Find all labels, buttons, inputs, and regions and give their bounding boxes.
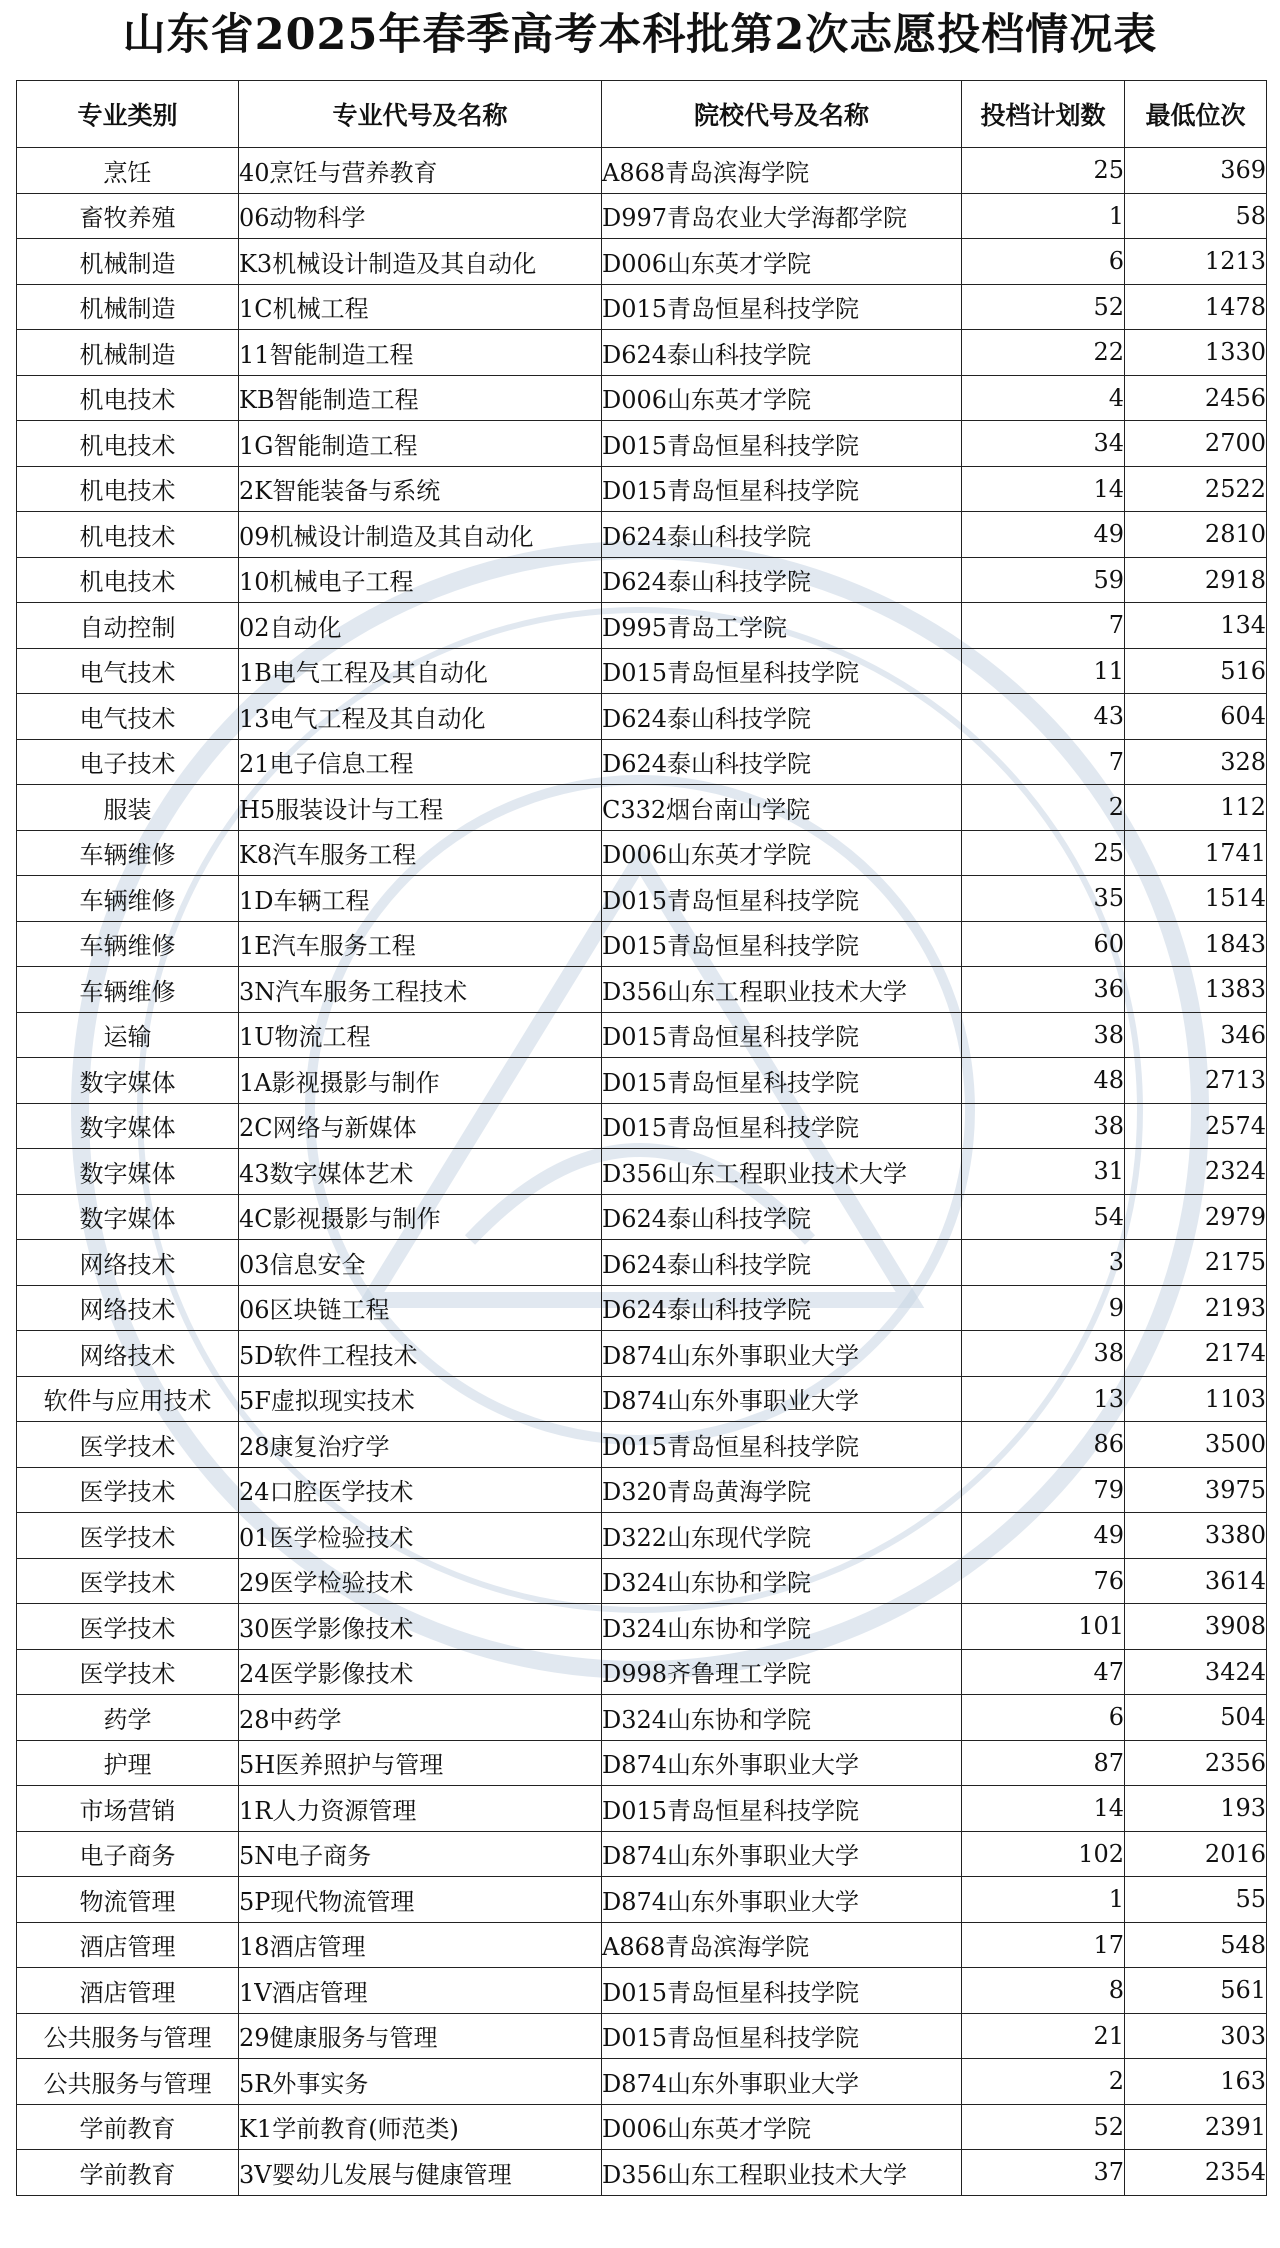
major-cell: 1U物流工程	[239, 1012, 602, 1058]
category-cell: 酒店管理	[17, 1922, 239, 1968]
min-rank-cell: 516	[1125, 648, 1267, 694]
major-cell: 3V婴幼儿发展与健康管理	[239, 2150, 602, 2196]
category-cell: 数字媒体	[17, 1194, 239, 1240]
plan-count-cell: 31	[962, 1149, 1125, 1195]
plan-count-cell: 22	[962, 330, 1125, 376]
category-cell: 机电技术	[17, 557, 239, 603]
major-cell: 10机械电子工程	[239, 557, 602, 603]
table-row	[17, 1422, 1267, 1468]
plan-count-cell: 54	[962, 1194, 1125, 1240]
table-row	[17, 375, 1267, 421]
plan-count-cell: 52	[962, 284, 1125, 330]
major-cell: 02自动化	[239, 603, 602, 649]
header-min-rank: 最低位次	[1125, 81, 1267, 148]
category-cell: 畜牧养殖	[17, 193, 239, 239]
table-row	[17, 1376, 1267, 1422]
major-cell: 1R人力资源管理	[239, 1786, 602, 1832]
min-rank-cell: 163	[1125, 2059, 1267, 2105]
category-cell: 机械制造	[17, 239, 239, 285]
major-cell: 06区块链工程	[239, 1285, 602, 1331]
category-cell: 医学技术	[17, 1604, 239, 1650]
plan-count-cell: 47	[962, 1649, 1125, 1695]
header-major: 专业代号及名称	[239, 81, 602, 148]
min-rank-cell: 2193	[1125, 1285, 1267, 1331]
table-row	[17, 967, 1267, 1013]
plan-count-cell: 34	[962, 421, 1125, 467]
min-rank-cell: 369	[1125, 148, 1267, 194]
major-cell: 40烹饪与营养教育	[239, 148, 602, 194]
plan-count-cell: 11	[962, 648, 1125, 694]
school-cell: D015青岛恒星科技学院	[602, 876, 962, 922]
school-cell: D997青岛农业大学海都学院	[602, 193, 962, 239]
school-cell: D624泰山科技学院	[602, 694, 962, 740]
plan-count-cell: 6	[962, 1695, 1125, 1741]
category-cell: 车辆维修	[17, 830, 239, 876]
school-cell: D324山东协和学院	[602, 1604, 962, 1650]
category-cell: 公共服务与管理	[17, 2059, 239, 2105]
major-cell: 11智能制造工程	[239, 330, 602, 376]
plan-count-cell: 17	[962, 1922, 1125, 1968]
table-row	[17, 1012, 1267, 1058]
major-cell: 01医学检验技术	[239, 1513, 602, 1559]
category-cell: 数字媒体	[17, 1103, 239, 1149]
min-rank-cell: 3975	[1125, 1467, 1267, 1513]
plan-count-cell: 1	[962, 193, 1125, 239]
min-rank-cell: 2979	[1125, 1194, 1267, 1240]
category-cell: 机械制造	[17, 330, 239, 376]
major-cell: 5H医养照护与管理	[239, 1740, 602, 1786]
page-title: 山东省2025年春季高考本科批第2次志愿投档情况表	[122, 10, 1158, 60]
major-cell: 1E汽车服务工程	[239, 921, 602, 967]
min-rank-cell: 2918	[1125, 557, 1267, 603]
min-rank-cell: 3424	[1125, 1649, 1267, 1695]
plan-count-cell: 59	[962, 557, 1125, 603]
major-cell: 1D车辆工程	[239, 876, 602, 922]
school-cell: D015青岛恒星科技学院	[602, 1422, 962, 1468]
table-body	[17, 148, 1267, 2196]
category-cell: 酒店管理	[17, 1968, 239, 2014]
major-cell: 28康复治疗学	[239, 1422, 602, 1468]
min-rank-cell: 504	[1125, 1695, 1267, 1741]
category-cell: 机电技术	[17, 421, 239, 467]
school-cell: D356山东工程职业技术大学	[602, 1149, 962, 1195]
table-row	[17, 1467, 1267, 1513]
plan-count-cell: 38	[962, 1103, 1125, 1149]
school-cell: D322山东现代学院	[602, 1513, 962, 1559]
min-rank-cell: 561	[1125, 1968, 1267, 2014]
table-row	[17, 421, 1267, 467]
category-cell: 医学技术	[17, 1649, 239, 1695]
plan-count-cell: 76	[962, 1558, 1125, 1604]
category-cell: 药学	[17, 1695, 239, 1741]
table-row	[17, 1194, 1267, 1240]
school-cell: D015青岛恒星科技学院	[602, 1012, 962, 1058]
school-cell: D006山东英才学院	[602, 2104, 962, 2150]
table-row	[17, 2150, 1267, 2196]
table-row	[17, 1740, 1267, 1786]
table-row	[17, 1558, 1267, 1604]
category-cell: 烹饪	[17, 148, 239, 194]
min-rank-cell: 548	[1125, 1922, 1267, 1968]
table-row	[17, 2013, 1267, 2059]
category-cell: 电气技术	[17, 648, 239, 694]
category-cell: 数字媒体	[17, 1149, 239, 1195]
min-rank-cell: 2522	[1125, 466, 1267, 512]
min-rank-cell: 604	[1125, 694, 1267, 740]
category-cell: 车辆维修	[17, 967, 239, 1013]
plan-count-cell: 7	[962, 603, 1125, 649]
table-row	[17, 2104, 1267, 2150]
major-cell: 24医学影像技术	[239, 1649, 602, 1695]
min-rank-cell: 2574	[1125, 1103, 1267, 1149]
plan-count-cell: 101	[962, 1604, 1125, 1650]
school-cell: D006山东英才学院	[602, 239, 962, 285]
min-rank-cell: 1478	[1125, 284, 1267, 330]
header-school: 院校代号及名称	[602, 81, 962, 148]
plan-count-cell: 49	[962, 512, 1125, 558]
major-cell: 1A影视摄影与制作	[239, 1058, 602, 1104]
plan-count-cell: 79	[962, 1467, 1125, 1513]
major-cell: 29医学检验技术	[239, 1558, 602, 1604]
plan-count-cell: 9	[962, 1285, 1125, 1331]
major-cell: 5D软件工程技术	[239, 1331, 602, 1377]
major-cell: 30医学影像技术	[239, 1604, 602, 1650]
table-row	[17, 1058, 1267, 1104]
table-row	[17, 739, 1267, 785]
category-cell: 网络技术	[17, 1331, 239, 1377]
major-cell: K8汽车服务工程	[239, 830, 602, 876]
plan-count-cell: 52	[962, 2104, 1125, 2150]
table-row	[17, 603, 1267, 649]
min-rank-cell: 2324	[1125, 1149, 1267, 1195]
school-cell: D006山东英才学院	[602, 375, 962, 421]
table-row	[17, 694, 1267, 740]
school-cell: D324山东协和学院	[602, 1558, 962, 1604]
table-row	[17, 876, 1267, 922]
school-cell: D998齐鲁理工学院	[602, 1649, 962, 1695]
header-plan-count: 投档计划数	[962, 81, 1125, 148]
school-cell: D015青岛恒星科技学院	[602, 421, 962, 467]
min-rank-cell: 2175	[1125, 1240, 1267, 1286]
school-cell: D015青岛恒星科技学院	[602, 284, 962, 330]
school-cell: D995青岛工学院	[602, 603, 962, 649]
category-cell: 机电技术	[17, 512, 239, 558]
school-cell: D006山东英才学院	[602, 830, 962, 876]
major-cell: 43数字媒体艺术	[239, 1149, 602, 1195]
header-category: 专业类别	[17, 81, 239, 148]
min-rank-cell: 1514	[1125, 876, 1267, 922]
plan-count-cell: 14	[962, 466, 1125, 512]
plan-count-cell: 3	[962, 1240, 1125, 1286]
major-cell: 4C影视摄影与制作	[239, 1194, 602, 1240]
min-rank-cell: 58	[1125, 193, 1267, 239]
plan-count-cell: 102	[962, 1831, 1125, 1877]
table-row	[17, 1103, 1267, 1149]
min-rank-cell: 55	[1125, 1877, 1267, 1923]
school-cell: A868青岛滨海学院	[602, 148, 962, 194]
category-cell: 网络技术	[17, 1285, 239, 1331]
school-cell: D356山东工程职业技术大学	[602, 2150, 962, 2196]
major-cell: 24口腔医学技术	[239, 1467, 602, 1513]
major-cell: 5N电子商务	[239, 1831, 602, 1877]
table-row	[17, 239, 1267, 285]
min-rank-cell: 1330	[1125, 330, 1267, 376]
category-cell: 自动控制	[17, 603, 239, 649]
plan-count-cell: 86	[962, 1422, 1125, 1468]
min-rank-cell: 112	[1125, 785, 1267, 831]
category-cell: 学前教育	[17, 2150, 239, 2196]
min-rank-cell: 193	[1125, 1786, 1267, 1832]
plan-count-cell: 43	[962, 694, 1125, 740]
major-cell: 1C机械工程	[239, 284, 602, 330]
school-cell: D874山东外事职业大学	[602, 1331, 962, 1377]
school-cell: D624泰山科技学院	[602, 1240, 962, 1286]
category-cell: 机电技术	[17, 375, 239, 421]
min-rank-cell: 2354	[1125, 2150, 1267, 2196]
school-cell: D356山东工程职业技术大学	[602, 967, 962, 1013]
min-rank-cell: 2810	[1125, 512, 1267, 558]
major-cell: 09机械设计制造及其自动化	[239, 512, 602, 558]
table-row	[17, 921, 1267, 967]
admission-table	[16, 80, 1267, 2196]
school-cell: D015青岛恒星科技学院	[602, 1058, 962, 1104]
table-row	[17, 1240, 1267, 1286]
plan-count-cell: 35	[962, 876, 1125, 922]
plan-count-cell: 38	[962, 1012, 1125, 1058]
category-cell: 医学技术	[17, 1558, 239, 1604]
category-cell: 电气技术	[17, 694, 239, 740]
plan-count-cell: 8	[962, 1968, 1125, 2014]
major-cell: H5服装设计与工程	[239, 785, 602, 831]
category-cell: 运输	[17, 1012, 239, 1058]
table-row	[17, 193, 1267, 239]
min-rank-cell: 134	[1125, 603, 1267, 649]
min-rank-cell: 2456	[1125, 375, 1267, 421]
category-cell: 电子技术	[17, 739, 239, 785]
category-cell: 数字媒体	[17, 1058, 239, 1104]
major-cell: 2C网络与新媒体	[239, 1103, 602, 1149]
category-cell: 医学技术	[17, 1513, 239, 1559]
major-cell: 03信息安全	[239, 1240, 602, 1286]
school-cell: D874山东外事职业大学	[602, 1831, 962, 1877]
major-cell: 28中药学	[239, 1695, 602, 1741]
plan-count-cell: 38	[962, 1331, 1125, 1377]
min-rank-cell: 3380	[1125, 1513, 1267, 1559]
major-cell: 3N汽车服务工程技术	[239, 967, 602, 1013]
min-rank-cell: 1103	[1125, 1376, 1267, 1422]
plan-count-cell: 13	[962, 1376, 1125, 1422]
major-cell: 06动物科学	[239, 193, 602, 239]
plan-count-cell: 37	[962, 2150, 1125, 2196]
major-cell: 5F虚拟现实技术	[239, 1376, 602, 1422]
category-cell: 机械制造	[17, 284, 239, 330]
table-row	[17, 1331, 1267, 1377]
major-cell: KB智能制造工程	[239, 375, 602, 421]
min-rank-cell: 2174	[1125, 1331, 1267, 1377]
major-cell: 21电子信息工程	[239, 739, 602, 785]
school-cell: D015青岛恒星科技学院	[602, 466, 962, 512]
table-row	[17, 284, 1267, 330]
min-rank-cell: 2713	[1125, 1058, 1267, 1104]
major-cell: 13电气工程及其自动化	[239, 694, 602, 740]
min-rank-cell: 3908	[1125, 1604, 1267, 1650]
table-row	[17, 1877, 1267, 1923]
plan-count-cell: 14	[962, 1786, 1125, 1832]
table-row	[17, 466, 1267, 512]
table-row	[17, 1831, 1267, 1877]
table-row	[17, 830, 1267, 876]
min-rank-cell: 3614	[1125, 1558, 1267, 1604]
plan-count-cell: 7	[962, 739, 1125, 785]
category-cell: 学前教育	[17, 2104, 239, 2150]
school-cell: D324山东协和学院	[602, 1695, 962, 1741]
min-rank-cell: 3500	[1125, 1422, 1267, 1468]
plan-count-cell: 6	[962, 239, 1125, 285]
plan-count-cell: 2	[962, 2059, 1125, 2105]
school-cell: D874山东外事职业大学	[602, 1740, 962, 1786]
plan-count-cell: 4	[962, 375, 1125, 421]
category-cell: 网络技术	[17, 1240, 239, 1286]
table-row	[17, 1922, 1267, 1968]
table-row	[17, 1604, 1267, 1650]
category-cell: 电子商务	[17, 1831, 239, 1877]
table-row	[17, 1149, 1267, 1195]
plan-count-cell: 36	[962, 967, 1125, 1013]
table-header-row	[17, 81, 1267, 148]
table-row	[17, 785, 1267, 831]
school-cell: D624泰山科技学院	[602, 512, 962, 558]
school-cell: D015青岛恒星科技学院	[602, 2013, 962, 2059]
table-row	[17, 648, 1267, 694]
major-cell: K1学前教育(师范类)	[239, 2104, 602, 2150]
table-row	[17, 1649, 1267, 1695]
min-rank-cell: 1213	[1125, 239, 1267, 285]
major-cell: 18酒店管理	[239, 1922, 602, 1968]
plan-count-cell: 25	[962, 148, 1125, 194]
category-cell: 服装	[17, 785, 239, 831]
min-rank-cell: 2700	[1125, 421, 1267, 467]
school-cell: D624泰山科技学院	[602, 557, 962, 603]
school-cell: D624泰山科技学院	[602, 739, 962, 785]
min-rank-cell: 328	[1125, 739, 1267, 785]
table-row	[17, 557, 1267, 603]
school-cell: A868青岛滨海学院	[602, 1922, 962, 1968]
category-cell: 公共服务与管理	[17, 2013, 239, 2059]
category-cell: 机电技术	[17, 466, 239, 512]
school-cell: D874山东外事职业大学	[602, 2059, 962, 2105]
category-cell: 车辆维修	[17, 921, 239, 967]
school-cell: D015青岛恒星科技学院	[602, 921, 962, 967]
major-cell: 5R外事实务	[239, 2059, 602, 2105]
min-rank-cell: 303	[1125, 2013, 1267, 2059]
school-cell: D874山东外事职业大学	[602, 1877, 962, 1923]
school-cell: D874山东外事职业大学	[602, 1376, 962, 1422]
plan-count-cell: 60	[962, 921, 1125, 967]
plan-count-cell: 2	[962, 785, 1125, 831]
table-row	[17, 1285, 1267, 1331]
major-cell: 5P现代物流管理	[239, 1877, 602, 1923]
min-rank-cell: 2356	[1125, 1740, 1267, 1786]
school-cell: D015青岛恒星科技学院	[602, 648, 962, 694]
school-cell: D015青岛恒星科技学院	[602, 1103, 962, 1149]
table-row	[17, 330, 1267, 376]
min-rank-cell: 1741	[1125, 830, 1267, 876]
school-cell: D624泰山科技学院	[602, 1194, 962, 1240]
school-cell: D624泰山科技学院	[602, 1285, 962, 1331]
min-rank-cell: 2016	[1125, 1831, 1267, 1877]
min-rank-cell: 2391	[1125, 2104, 1267, 2150]
school-cell: D624泰山科技学院	[602, 330, 962, 376]
category-cell: 医学技术	[17, 1467, 239, 1513]
table-row	[17, 2059, 1267, 2105]
min-rank-cell: 1843	[1125, 921, 1267, 967]
table-row	[17, 1695, 1267, 1741]
school-cell: D015青岛恒星科技学院	[602, 1786, 962, 1832]
plan-count-cell: 1	[962, 1877, 1125, 1923]
major-cell: 1V酒店管理	[239, 1968, 602, 2014]
table-row	[17, 1513, 1267, 1559]
table-row	[17, 512, 1267, 558]
plan-count-cell: 49	[962, 1513, 1125, 1559]
major-cell: 29健康服务与管理	[239, 2013, 602, 2059]
major-cell: 1B电气工程及其自动化	[239, 648, 602, 694]
plan-count-cell: 48	[962, 1058, 1125, 1104]
category-cell: 医学技术	[17, 1422, 239, 1468]
school-cell: D015青岛恒星科技学院	[602, 1968, 962, 2014]
plan-count-cell: 21	[962, 2013, 1125, 2059]
plan-count-cell: 25	[962, 830, 1125, 876]
min-rank-cell: 1383	[1125, 967, 1267, 1013]
plan-count-cell: 87	[962, 1740, 1125, 1786]
table-row	[17, 148, 1267, 194]
table-row	[17, 1786, 1267, 1832]
category-cell: 护理	[17, 1740, 239, 1786]
category-cell: 物流管理	[17, 1877, 239, 1923]
min-rank-cell: 346	[1125, 1012, 1267, 1058]
major-cell: 1G智能制造工程	[239, 421, 602, 467]
school-cell: D320青岛黄海学院	[602, 1467, 962, 1513]
major-cell: 2K智能装备与系统	[239, 466, 602, 512]
category-cell: 车辆维修	[17, 876, 239, 922]
table-row	[17, 1968, 1267, 2014]
school-cell: C332烟台南山学院	[602, 785, 962, 831]
major-cell: K3机械设计制造及其自动化	[239, 239, 602, 285]
category-cell: 软件与应用技术	[17, 1376, 239, 1422]
category-cell: 市场营销	[17, 1786, 239, 1832]
